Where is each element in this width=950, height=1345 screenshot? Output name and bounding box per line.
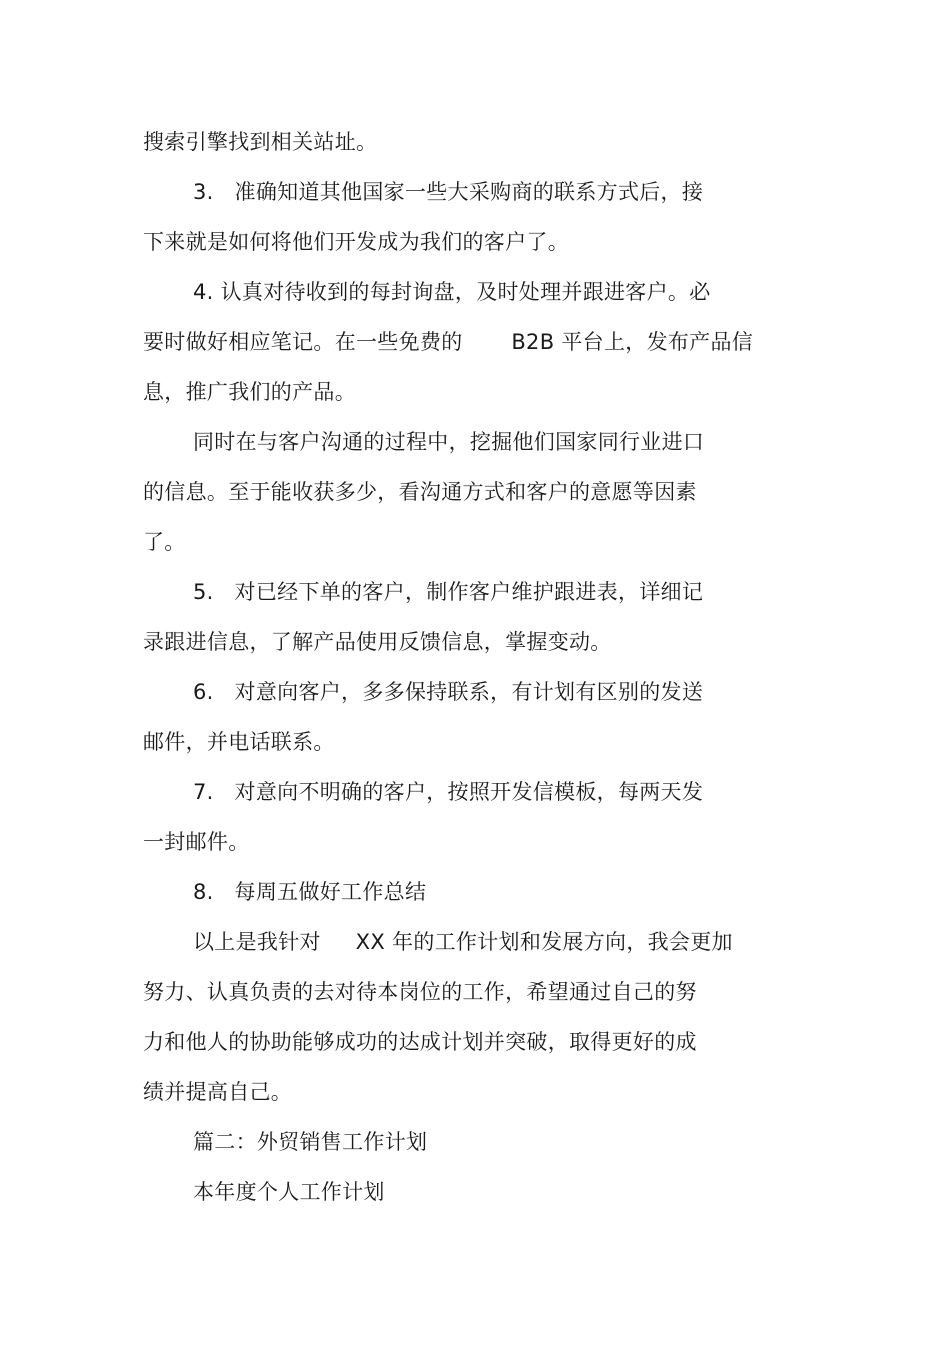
paragraph-start: 以上是我针对 XX 年的工作计划和发展方向，我会更加 (193, 930, 733, 954)
text-line: 绩并提高自己。 (143, 1080, 293, 1104)
text-line: 搜索引擎找到相关站址。 (143, 130, 378, 154)
text-line: 努力、认真负责的去对待本岗位的工作，希望通过自己的努 (143, 980, 697, 1004)
text-line: 力和他人的协助能够成功的达成计划并突破，取得更好的成 (143, 1030, 697, 1054)
section-heading: 篇二：外贸销售工作计划 (193, 1130, 428, 1154)
text-line: 的信息。至于能收获多少，看沟通方式和客户的意愿等因素 (143, 480, 697, 504)
text-line: 一封邮件。 (143, 830, 250, 854)
text-line: 下来就是如何将他们开发成为我们的客户了。 (143, 230, 569, 254)
list-item-5: 5. 对已经下单的客户，制作客户维护跟进表，详细记 (193, 580, 704, 604)
text-line: 息，推广我们的产品。 (143, 380, 356, 404)
section-subheading: 本年度个人工作计划 (193, 1180, 385, 1204)
list-item-3: 3. 准确知道其他国家一些大采购商的联系方式后，接 (193, 180, 704, 204)
text-line: 邮件，并电话联系。 (143, 730, 335, 754)
list-item-7: 7. 对意向不明确的客户，按照开发信模板，每两天发 (193, 780, 704, 804)
text-line: 要时做好相应笔记。在一些免费的 B2B 平台上，发布产品信 (143, 330, 754, 354)
list-item-8: 8. 每周五做好工作总结 (193, 880, 427, 904)
paragraph-start: 同时在与客户沟通的过程中，挖掘他们国家同行业进口 (193, 430, 705, 454)
text-line: 录跟进信息，了解产品使用反馈信息，掌握变动。 (143, 630, 612, 654)
list-item-4: 4. 认真对待收到的每封询盘，及时处理并跟进客户。必 (193, 280, 711, 304)
text-line: 了。 (143, 530, 186, 554)
list-item-6: 6. 对意向客户，多多保持联系，有计划有区别的发送 (193, 680, 704, 704)
